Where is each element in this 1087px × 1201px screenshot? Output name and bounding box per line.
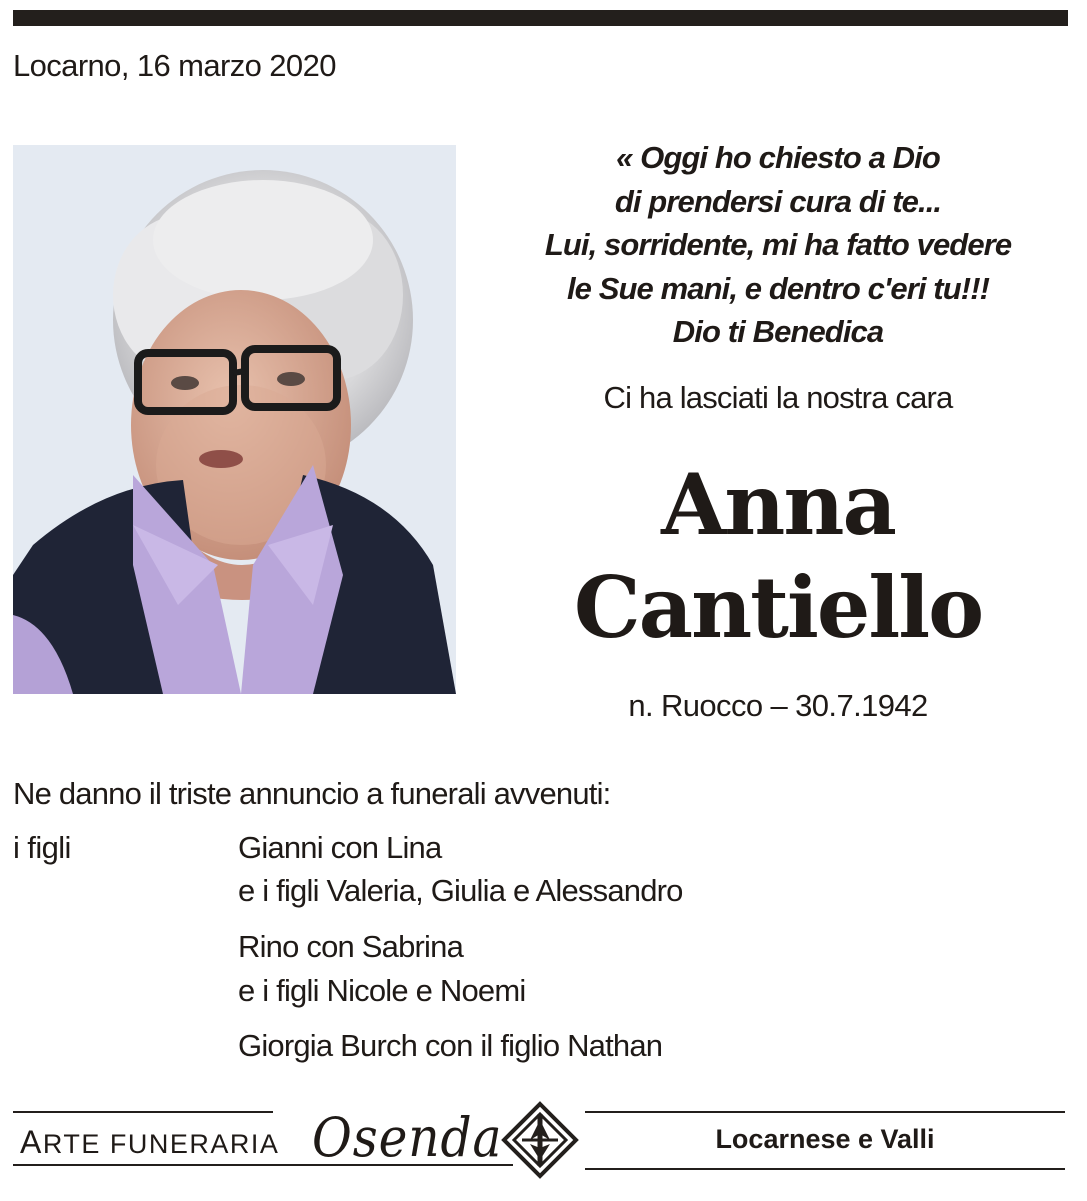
family-line: Gianni con Lina: [238, 830, 442, 865]
portrait-image: [13, 145, 456, 694]
funeral-home-initial: A: [20, 1124, 43, 1160]
deceased-last-name: Cantiello: [573, 558, 983, 657]
brand-script: Osenda: [312, 1106, 503, 1169]
quote-line: Lui, sorridente, mi ha fatto vedere: [544, 227, 1012, 262]
footer-rule-right-top: [585, 1111, 1065, 1113]
footer-rule-right-bottom: [585, 1168, 1065, 1170]
quote-line: « Oggi ho chiesto a Dio: [616, 140, 940, 175]
family-line: Giorgia Burch con il figlio Nathan: [238, 1028, 663, 1063]
quote-line: Dio ti Benedica: [672, 314, 884, 349]
quote-line: le Sue mani, e dentro c'eri tu!!!: [566, 270, 990, 306]
birth-info: n. Ruocco – 30.7.1942: [628, 688, 928, 723]
dateline: Locarno, 16 marzo 2020: [13, 48, 336, 83]
family-line: Rino con Sabrina: [238, 929, 464, 964]
deceased-first-name: Anna: [661, 455, 895, 554]
funeral-home-label: [20, 1124, 279, 1161]
intro-text: Ci ha lasciati la nostra cara: [603, 380, 953, 415]
quote-line: di prendersi cura di te...: [614, 183, 942, 219]
region-label: Locarnese e Valli: [715, 1124, 935, 1154]
top-rule: [13, 10, 1068, 26]
family-line: e i figli Nicole e Noemi: [238, 973, 526, 1008]
portrait-photo: [13, 145, 456, 694]
funeral-home-name: RTE FUNERARIA: [42, 1129, 280, 1159]
funeral-home-emblem-icon: [500, 1100, 580, 1180]
relation-label: i figli: [13, 830, 71, 865]
memorial-quote: [488, 136, 1068, 354]
footer-rule-left-top: [13, 1111, 273, 1113]
announcement-text: Ne danno il triste annuncio a funerali avvenuti:: [13, 776, 611, 811]
family-line: e i figli Valeria, Giulia e Alessandro: [238, 873, 683, 908]
